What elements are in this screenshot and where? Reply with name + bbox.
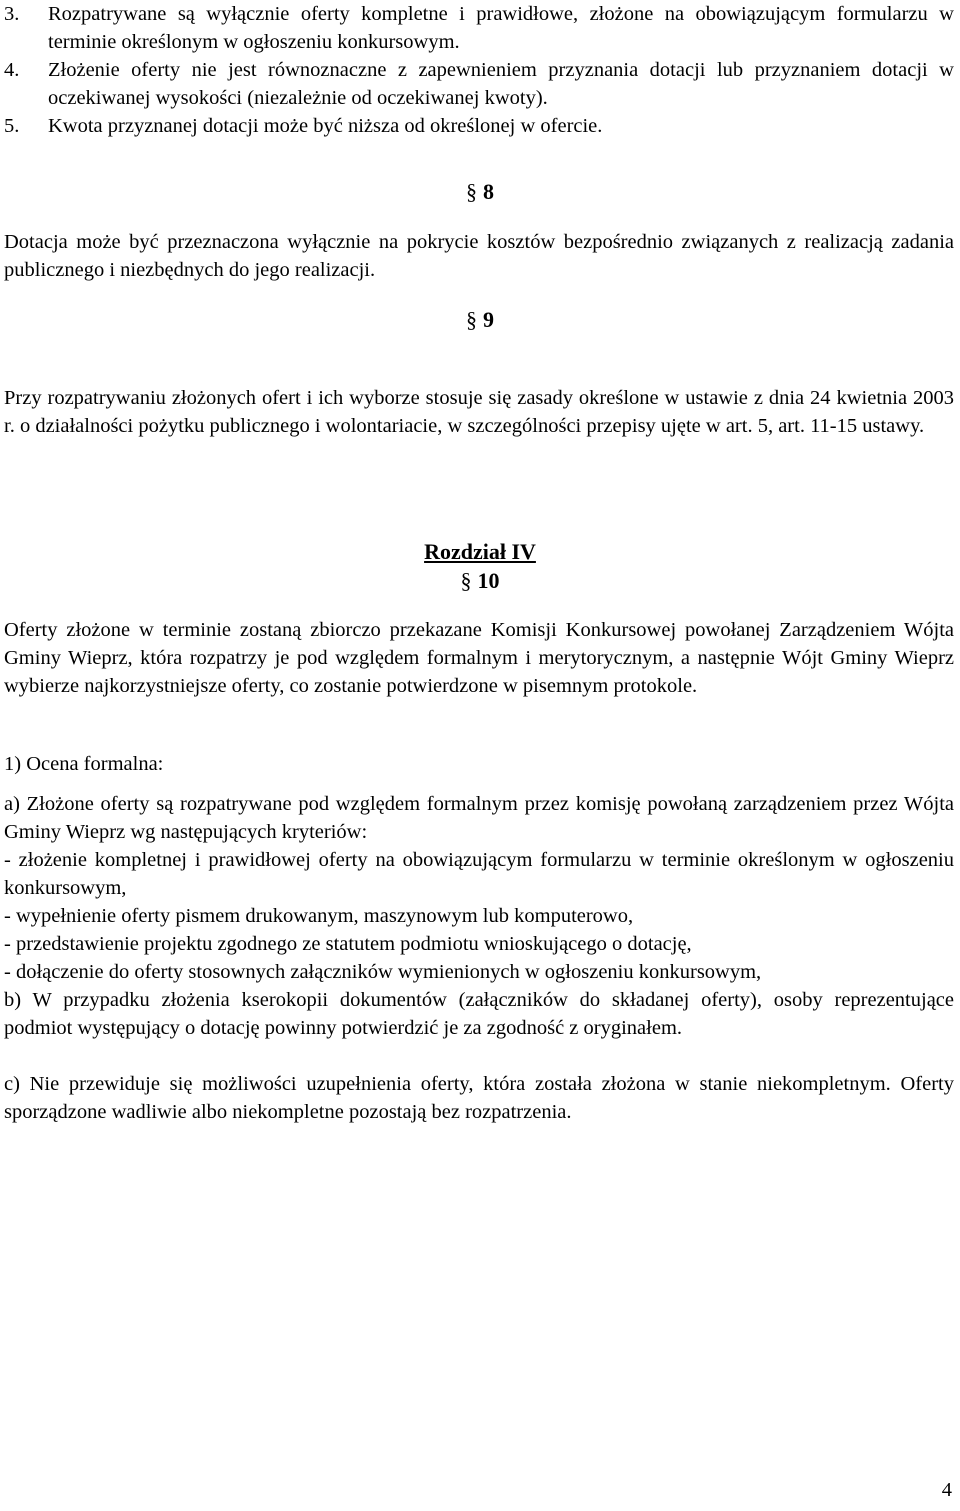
section-heading-8	[0, 178, 960, 206]
page-number: 4	[941, 1479, 952, 1501]
criteria-item: - wypełnienie oferty pismem drukowanym, maszynowym lub komputerowo,	[4, 905, 634, 927]
section-heading-9	[0, 306, 960, 334]
section-number: 8	[483, 179, 494, 204]
section-symbol: §	[466, 307, 477, 332]
list-item	[4, 0, 954, 56]
formal-point-c: c) Nie przewiduje się możliwości uzupełnienia oferty, która została złożona w stanie niekompletnym. Oferty sporządzone wadliwie albo niekompletne pozostają bez rozpatrzenia.	[4, 1073, 954, 1123]
section-symbol: §	[466, 179, 477, 204]
section-heading-10	[0, 567, 960, 595]
criteria-item: - złożenie kompletnej i prawidłowej oferty na obowiązującym formularzu w terminie określonym w ogłoszeniu konkursowym,	[4, 849, 954, 899]
list-item-number: 4.	[4, 59, 20, 81]
section-9-text: Przy rozpatrywaniu złożonych ofert i ich wyborze stosuje się zasady określone w ustawie z dnia 24 kwietnia 2003 r. o działalności pożytku publicznego i wolontariacie, w szczególności przepisy ujęte w art. 5, art. 11-15 ustawy.	[4, 387, 954, 437]
list-item-number: 5.	[4, 115, 20, 137]
criteria-item: - dołączenie do oferty stosownych załączników wymienionych w ogłoszeniu konkursowym,	[4, 961, 762, 983]
list-item	[4, 112, 954, 140]
chapter-title: Rozdział IV	[424, 539, 536, 564]
list-item-number: 3.	[4, 3, 20, 25]
list-item-text: Kwota przyznanej dotacji może być niższa od określonej w ofercie.	[48, 115, 603, 137]
section-8-text: Dotacja może być przeznaczona wyłącznie na pokrycie kosztów bezpośrednio związanych z realizacją zadania publicznego i niezbędnych do jego realizacji.	[4, 231, 954, 281]
section-symbol: §	[460, 568, 472, 593]
list-item	[4, 56, 954, 112]
formal-point-b: b) W przypadku złożenia kserokopii dokumentów (załączników do składanej oferty), osoby reprezentujące podmiot występujący o dotację powinny potwierdzić je za zgodność z oryginałem.	[4, 989, 954, 1039]
list-item-text: Rozpatrywane są wyłącznie oferty kompletne i prawidłowe, złożone na obowiązującym formularzu w terminie określonym w ogłoszeniu konkursowym.	[48, 3, 954, 53]
section-number: 9	[483, 307, 494, 332]
section-number: 10	[477, 568, 500, 593]
list-item-text: Złożenie oferty nie jest równoznaczne z zapewnieniem przyznania dotacji lub przyznaniem dotacji w oczekiwanej wysokości (niezależnie od oczekiwanej kwoty).	[48, 59, 954, 109]
formal-assessment-heading: 1) Ocena formalna:	[4, 753, 164, 775]
section-10-text: Oferty złożone w terminie zostaną zbiorczo przekazane Komisji Konkursowej powołanej Zarządzeniem Wójta Gminy Wieprz, która rozpatrzy je pod względem formalnym i merytorycznym, a następnie Wójt Gminy Wieprz wybierze najkorzystniejsze oferty, co zostanie potwierdzone w pisemnym protokole.	[4, 619, 954, 697]
formal-point-a: a) Złożone oferty są rozpatrywane pod względem formalnym przez komisję powołaną zarządzeniem przez Wójta Gminy Wieprz wg następujących kryteriów:	[4, 793, 954, 843]
criteria-item: - przedstawienie projektu zgodnego ze statutem podmiotu wnioskującego o dotację,	[4, 933, 692, 955]
